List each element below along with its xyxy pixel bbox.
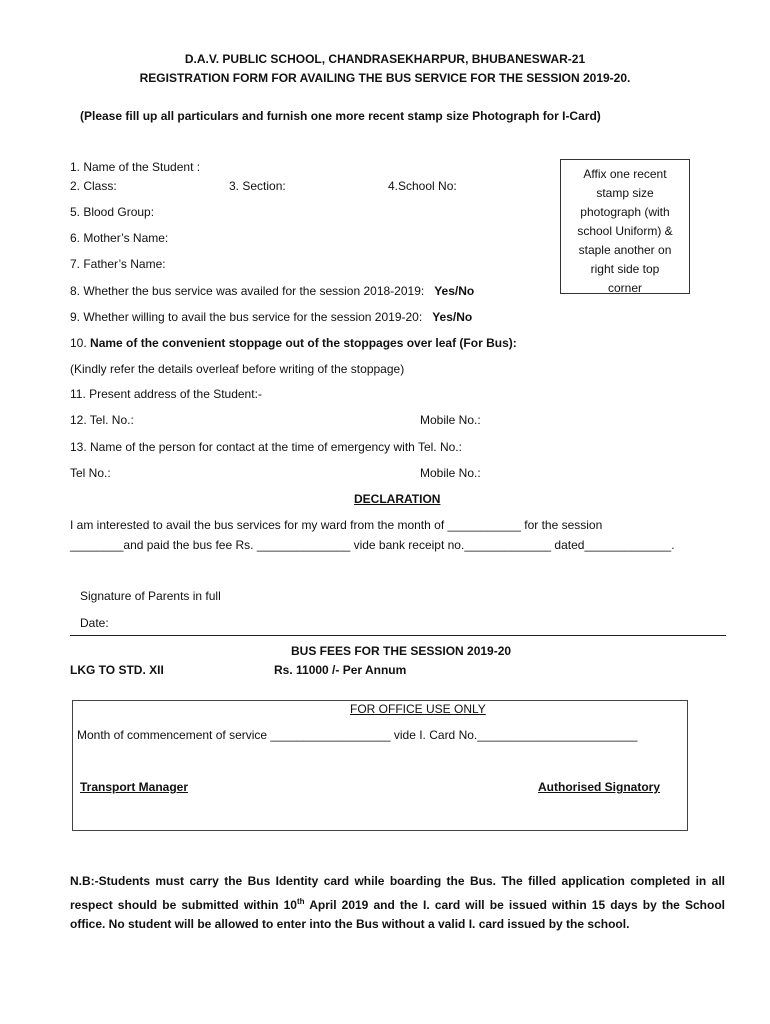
photo-box [560,159,690,294]
photo-box-line: stamp size [596,186,654,200]
note-paragraph [70,872,725,935]
signature-label[interactable]: Signature of Parents in full [80,589,221,603]
photo-box-line: photograph (with [580,205,670,219]
photo-box-line: Affix one recent [583,167,667,181]
declaration-line-1[interactable]: I am interested to avail the bus services for my ward from the month of ___________ for the session [70,518,603,532]
date-label[interactable]: Date: [80,616,109,630]
field-bus-willing-label: 9. Whether willing to avail the bus service for the session 2019-20: [70,310,423,324]
field-student-name[interactable]: 1. Name of the Student : [70,160,201,174]
field-mother-name[interactable]: 6. Mother’s Name: [70,231,169,245]
field-emergency-mobile[interactable]: Mobile No.: [420,466,481,480]
fees-class-range: LKG TO STD. XII [70,663,164,677]
field-class[interactable]: 2. Class: [70,179,117,193]
note-text-2: April 2019 and the I. card will be issued within 15 days by the School office. No student will be allowed to enter into the Bus without a valid I. card issued by the school. [70,897,725,931]
divider [70,635,726,636]
field-emergency-contact[interactable]: 13. Name of the person for contact at the time of emergency with Tel. No.: [70,440,462,454]
stoppage-note: (Kindly refer the details overleaf before writing of the stoppage) [70,362,405,376]
photo-box-line: staple another on [578,243,672,257]
field-bus-availed[interactable] [70,284,474,298]
field-stoppage-number: 10. [70,336,87,350]
field-mobile-no[interactable]: Mobile No.: [420,413,481,427]
field-bus-availed-label: 8. Whether the bus service was availed for the session 2018-2019: [70,284,425,298]
note-superscript: th [296,896,305,906]
field-bus-availed-option[interactable]: Yes/No [434,284,475,298]
photo-box-line: school Uniform) & [577,224,673,238]
field-section[interactable]: 3. Section: [229,179,286,193]
note-text-1: N.B:-Students must carry the Bus Identity card while boarding the Bus. The filled application completed in all respect should be submitted within 10 [70,874,725,912]
fees-amount: Rs. 11000 /- Per Annum [274,663,407,677]
field-school-no[interactable]: 4.School No: [388,179,457,193]
field-bus-willing-option[interactable]: Yes/No [432,310,473,324]
transport-manager-label: Transport Manager [80,780,189,794]
declaration-heading: DECLARATION [354,492,441,506]
field-blood-group[interactable]: 5. Blood Group: [70,205,155,219]
school-name: D.A.V. PUBLIC SCHOOL, CHANDRASEKHARPUR, BHUBANESWAR-21 [184,52,586,66]
office-use-line[interactable]: Month of commencement of service __________________ vide I. Card No.________________________ [77,728,638,742]
declaration-line-2[interactable]: ________and paid the bus fee Rs. ______________ vide bank receipt no._____________ dated_____________. [70,538,675,552]
office-use-box [72,700,688,831]
photo-box-line: right side top [590,262,660,276]
field-father-name[interactable]: 7. Father’s Name: [70,257,166,271]
authorised-signatory-label: Authorised Signatory [538,780,661,794]
field-bus-willing[interactable] [70,310,472,324]
field-emergency-tel[interactable]: Tel No.: [70,466,111,480]
field-stoppage-label: Name of the convenient stoppage out of the stoppages over leaf (For Bus): [90,336,517,350]
office-use-heading: FOR OFFICE USE ONLY [350,702,486,716]
form-title: REGISTRATION FORM FOR AVAILING THE BUS SERVICE FOR THE SESSION 2019-20. [139,71,631,85]
photo-box-line: corner [607,281,642,295]
instruction-text: (Please fill up all particulars and furnish one more recent stamp size Photograph for I-Card) [80,109,601,123]
field-present-address[interactable]: 11. Present address of the Student:- [70,387,262,401]
field-tel-no[interactable]: 12. Tel. No.: [70,413,134,427]
field-stoppage[interactable] [70,336,517,350]
fees-heading: BUS FEES FOR THE SESSION 2019-20 [291,644,512,658]
